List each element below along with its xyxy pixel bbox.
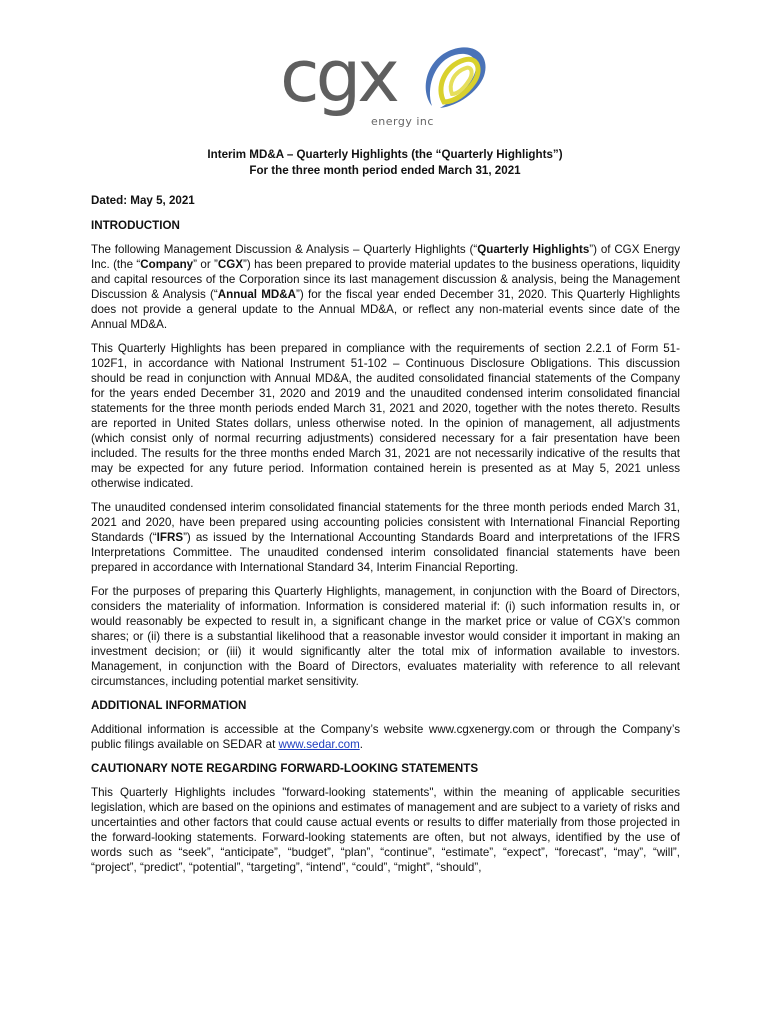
term-ifrs: IFRS	[156, 531, 184, 544]
logo-swoosh-yellow-outer	[441, 59, 478, 102]
title-line-2: For the three month period ended March 31, 2021	[249, 164, 521, 177]
cautionary-paragraph-1: This Quarterly Highlights includes "forward-looking statements", within the meaning of applicable securities legislation, which are based on the opinions and estimates of management and are subject to a variety of risks and uncertainties and other factors that could cause actual events or results to differ materially from those projected in the forward-looking statements. Forward-looking statements are often, but not always, identified by the use of words such as “seek”, “anticipate”, “budget”, “plan”, “continue”, “estimate”, “expect”, “forecast”, “may”, “will”, “project”, “predict”, “potential”, “targeting”, “intend”, “could”, “might”, “should”,	[91, 786, 680, 874]
term-company: Company	[140, 258, 194, 271]
term-annual-mda: Annual MD&A	[217, 288, 297, 301]
dated-line: Dated: May 5, 2021	[91, 194, 195, 207]
document-title	[0, 147, 770, 179]
document-body	[91, 193, 680, 875]
term-cgx: CGX	[217, 258, 244, 271]
additional-information-heading: ADDITIONAL INFORMATION	[91, 699, 247, 712]
term-quarterly-highlights: Quarterly Highlights	[477, 243, 590, 256]
company-logo	[280, 36, 492, 136]
title-line-1: Interim MD&A – Quarterly Highlights (the “Quarterly Highlights”)	[207, 148, 563, 161]
logo-wordmark: cgx	[280, 34, 396, 118]
sedar-link[interactable]: www.sedar.com	[278, 738, 360, 751]
introduction-paragraph-2: This Quarterly Highlights has been prepared in compliance with the requirements of section 2.2.1 of Form 51-102F1, in accordance with National Instrument 51-102 – Continuous Disclosure Obligations. This discussion should be read in conjunction with Annual MD&A, the audited consolidated financial statements of the Company for the years ended December 31, 2020 and 2019 and the unaudited condensed interim consolidated financial statements for the three month periods ended March 31, 2021 and 2020, together with the notes thereto. Results are reported in United States dollars, unless otherwise noted. In the opinion of management, all adjustments (which consist only of normal recurring adjustments) considered necessary for a fair presentation have been included. The results for the three months ended March 31, 2021 are not necessarily indicative of the results that may be expected for any future period. Information contained herein is presented as at May 5, 2021 unless otherwise indicated.	[91, 342, 680, 490]
introduction-paragraph-4: For the purposes of preparing this Quarterly Highlights, management, in conjunction with the Board of Directors, considers the materiality of information. Information is considered material if: (i) such information results in, or would reasonably be expected to result in, a significant change in the market price or value of CGX’s common shares; or (ii) there is a substantial likelihood that a reasonable investor would consider it important in making an investment decision; or (iii) it would significantly alter the total mix of information available to investors. Management, in conjunction with the Board of Directors, evaluates materiality with reference to all relevant circumstances, including potential market sensitivity.	[91, 585, 680, 688]
logo-swoosh-icon	[418, 44, 492, 118]
cautionary-note-heading: CAUTIONARY NOTE REGARDING FORWARD-LOOKING STATEMENTS	[91, 762, 479, 775]
introduction-paragraph-3: The unaudited condensed interim consolidated financial statements for the three month periods ended March 31, 2021 and 2020, have been prepared using accounting policies consistent with International Financial Reporting Standards (“IFRS”) as issued by the International Accounting Standards Board and interpretations of the IFRS Interpretations Committee. The unaudited condensed interim consolidated financial statements have been prepared in accordance with International Standard 34, Interim Financial Reporting.	[91, 501, 681, 574]
introduction-heading: INTRODUCTION	[91, 219, 180, 232]
logo-subtitle: energy inc	[371, 115, 434, 128]
additional-information-paragraph: Additional information is accessible at the Company’s website www.cgxenergy.com or through the Company’s public filings available on SEDAR at www.sedar.com.	[91, 723, 680, 751]
introduction-paragraph-1: The following Management Discussion & Analysis – Quarterly Highlights (“Quarterly Highlights”) of CGX Energy Inc. (the “Company” or ”CGX”) has been prepared to provide material updates to the business operations, liquidity and capital resources of the Corporation since its last management discussion & analysis, being the Management Discussion & Analysis (“Annual MD&A”) for the fiscal year ended December 31, 2020. This Quarterly Highlights does not provide a general update to the Annual MD&A, or reflect any non-material events since date of the Annual MD&A.	[91, 243, 680, 331]
